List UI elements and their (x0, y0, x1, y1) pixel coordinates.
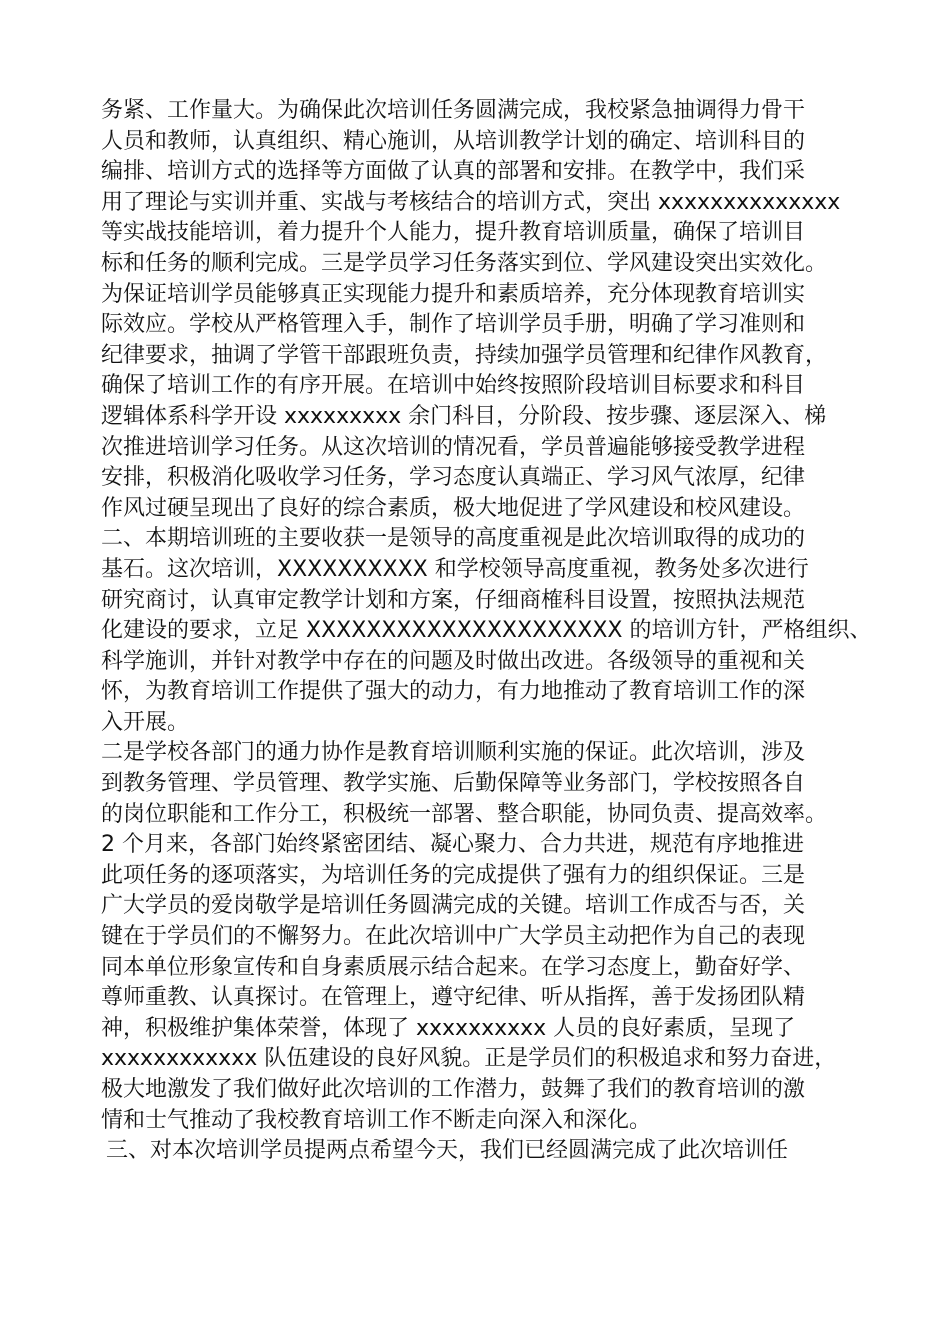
text-line: 确保了培训工作的有序开展。在培训中始终按照阶段培训目标要求和科目 (101, 373, 806, 399)
text-line: 际效应。学校从严格管理入手，制作了培训学员手册，明确了学习准则和 (101, 312, 806, 338)
text-line: 神，积极维护集体荣誉，体现了 xxxxxxxxxx 人员的良好素质，呈现了 (101, 1015, 796, 1041)
text-line: 的岗位职能和工作分工，积极统一部署、整合职能，协同负责、提高效率。 (101, 801, 828, 827)
text-line: 用了理论与实训并重、实战与考核结合的培训方式，突出 xxxxxxxxxxxxxx (101, 189, 841, 215)
text-line: 二是学校各部门的通力协作是教育培训顺利实施的保证。此次培训，涉及 (101, 740, 806, 766)
text-line: 等实战技能培训，着力提升个人能力，提升教育培训质量，确保了培训目 (101, 220, 806, 246)
text-line: 入开展。 (101, 709, 190, 735)
text-line: 逻辑体系科学开设 xxxxxxxxx 余门科目，分阶段、按步骤、逐层深入、梯 (101, 403, 827, 429)
section-heading-line: 三、对本次培训学员提两点希望今天，我们已经圆满完成了此次培训任 (106, 1138, 789, 1164)
text-line: 键在于学员们的不懈努力。在此次培训中广大学员主动把作为自己的表现 (101, 924, 806, 950)
text-line: 次推进培训学习任务。从这次培训的情况看，学员普遍能够接受教学进程 (101, 434, 806, 460)
text-line: 基石。这次培训，XXXXXXXXXX 和学校领导高度重视，教务处多次进行 (101, 556, 809, 582)
text-line: 标和任务的顺利完成。三是学员学习任务落实到位、学风建设突出实效化。 (101, 250, 828, 276)
body-text (101, 96, 871, 1167)
text-line: xxxxxxxxxxxx 队伍建设的良好风貌。正是学员们的积极追求和努力奋进， (101, 1046, 837, 1072)
text-line: 怀，为教育培训工作提供了强大的动力，有力地推动了教育培训工作的深 (101, 679, 806, 705)
text-line: 同本单位形象宣传和自身素质展示结合起来。在学习态度上，勤奋好学、 (101, 954, 806, 980)
text-line: 广大学员的爱岗敬学是培训任务圆满完成的关键。培训工作成否与否，关 (101, 893, 806, 919)
text-line: 为保证培训学员能够真正实现能力提升和素质培养，充分体现教育培训实 (101, 281, 806, 307)
text-line: 此项任务的逐项落实，为培训任务的完成提供了强有力的组织保证。三是 (101, 862, 806, 888)
text-line: 研究商讨，认真审定教学计划和方案，仔细商榷科目设置，按照执法规范 (101, 587, 806, 613)
text-line: 安排，积极消化吸收学习任务，学习态度认真端正、学习风气浓厚，纪律 (101, 465, 806, 491)
text-line: 纪律要求，抽调了学管干部跟班负责，持续加强学员管理和纪律作风教育， (101, 342, 828, 368)
text-line: 情和士气推动了我校教育培训工作不断走向深入和深化。 (101, 1107, 652, 1133)
text-line: 作风过硬呈现出了良好的综合素质，极大地促进了学风建设和校风建设。 (101, 495, 806, 521)
text-line: 科学施训，并针对教学中存在的问题及时做出改进。各级领导的重视和关 (101, 648, 806, 674)
text-line: 到教务管理、学员管理、教学实施、后勤保障等业务部门，学校按照各自 (101, 771, 806, 797)
text-line: 化建设的要求，立足 XXXXXXXXXXXXXXXXXXXXX 的培训方针，严格组织、 (101, 618, 872, 644)
text-line: 编排、培训方式的选择等方面做了认真的部署和安排。在教学中，我们采 (101, 159, 806, 185)
text-line: 极大地激发了我们做好此次培训的工作潜力，鼓舞了我们的教育培训的激 (101, 1077, 806, 1102)
text-line: 务紧、工作量大。为确保此次培训任务圆满完成，我校紧急抽调得力骨干 (101, 98, 806, 123)
text-line: 尊师重教、认真探讨。在管理上，遵守纪律、听从指挥，善于发扬团队精 (101, 985, 806, 1011)
text-line: 2 个月来，各部门始终紧密团结、凝心聚力、合力共进，规范有序地推进 (101, 832, 804, 858)
section-heading-line: 二、本期培训班的主要收获一是领导的高度重视是此次培训取得的成功的 (101, 526, 806, 552)
text-line: 人员和教师，认真组织、精心施训，从培训教学计划的确定、培训科目的 (101, 128, 806, 154)
